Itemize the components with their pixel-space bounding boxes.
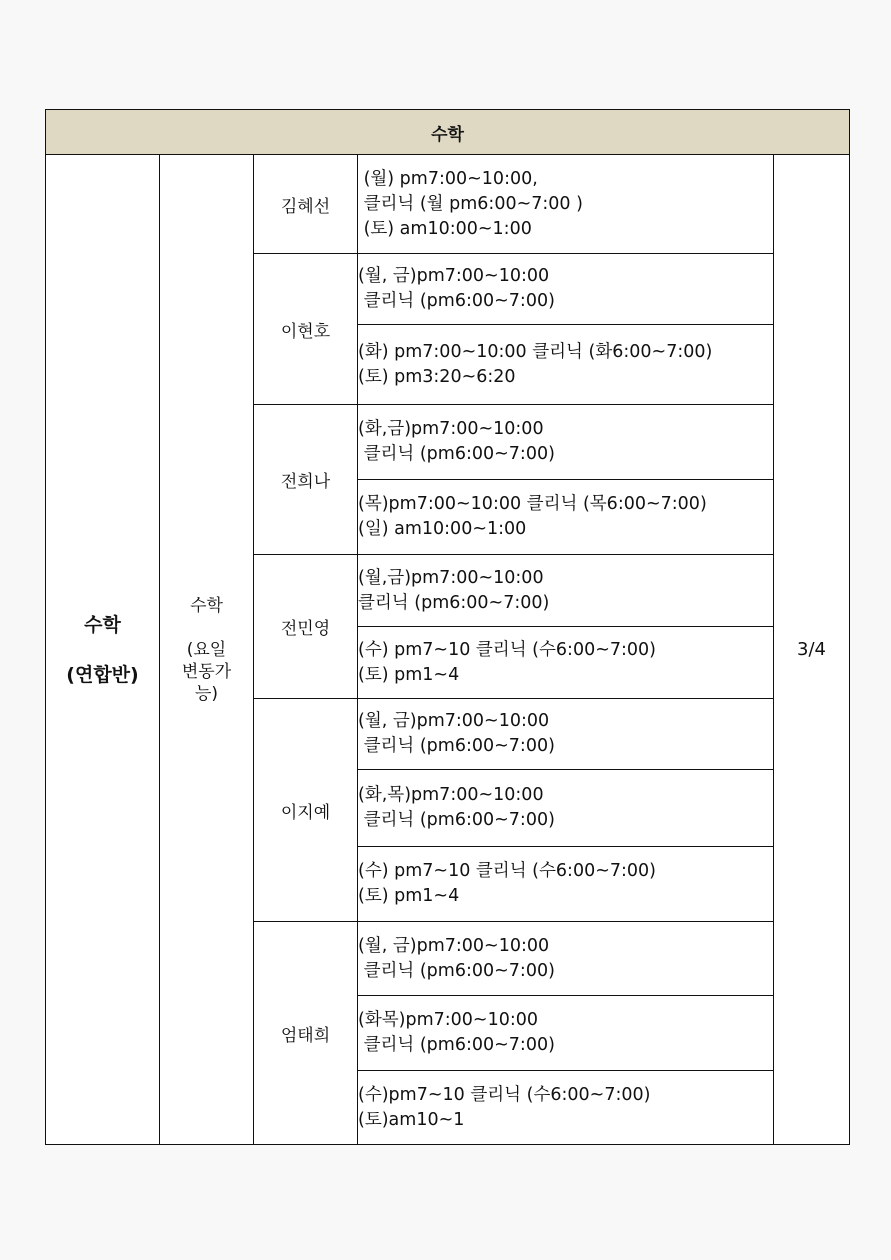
schedule-slot: (화,금)pm7:00~10:00 클리닉 (pm6:00~7:00) bbox=[358, 405, 774, 480]
table-title: 수학 bbox=[46, 110, 850, 155]
schedule-slot: (월, 금)pm7:00~10:00 클리닉 (pm6:00~7:00) bbox=[358, 699, 774, 770]
schedule-slot: (화) pm7:00~10:00 클리닉 (화6:00~7:00) (토) pm3:20~6:20 bbox=[358, 325, 774, 405]
schedule-slot: (월,금)pm7:00~10:00 클리닉 (pm6:00~7:00) bbox=[358, 555, 774, 627]
schedule-slot: (월, 금)pm7:00~10:00 클리닉 (pm6:00~7:00) bbox=[358, 922, 774, 996]
subject-group: (연합반) bbox=[66, 663, 139, 686]
table-row bbox=[46, 155, 850, 254]
schedule-slot: (월) pm7:00~10:00, 클리닉 (월 pm6:00~7:00 ) (토) am10:00~1:00 bbox=[358, 155, 774, 254]
subject-name: 수학 bbox=[84, 613, 121, 636]
subject-cell bbox=[46, 155, 160, 1145]
course-note-line: (요일 bbox=[186, 639, 227, 660]
teacher-name: 전민영 bbox=[254, 555, 358, 699]
course-note-line: 능) bbox=[194, 683, 219, 704]
schedule-slot: (수)pm7~10 클리닉 (수6:00~7:00) (토)am10~1 bbox=[358, 1071, 774, 1145]
teacher-name: 전희나 bbox=[254, 405, 358, 555]
ratio-cell: 3/4 bbox=[774, 155, 850, 1145]
schedule-slot: (수) pm7~10 클리닉 (수6:00~7:00) (토) pm1~4 bbox=[358, 847, 774, 922]
teacher-name: 이지예 bbox=[254, 699, 358, 922]
schedule-slot: (화,목)pm7:00~10:00 클리닉 (pm6:00~7:00) bbox=[358, 770, 774, 847]
title-row bbox=[46, 110, 850, 155]
schedule-slot: (수) pm7~10 클리닉 (수6:00~7:00) (토) pm1~4 bbox=[358, 627, 774, 699]
teacher-name: 엄태희 bbox=[254, 922, 358, 1145]
schedule-table bbox=[45, 109, 850, 1145]
course-note-line: 변동가 bbox=[181, 661, 232, 682]
schedule-slot: (목)pm7:00~10:00 클리닉 (목6:00~7:00) (일) am10:00~1:00 bbox=[358, 480, 774, 555]
teacher-name: 김혜선 bbox=[254, 155, 358, 254]
schedule-slot: (월, 금)pm7:00~10:00 클리닉 (pm6:00~7:00) bbox=[358, 254, 774, 325]
course-name: 수학 bbox=[190, 595, 223, 616]
course-cell bbox=[160, 155, 254, 1145]
teacher-name: 이현호 bbox=[254, 254, 358, 405]
schedule-slot: (화목)pm7:00~10:00 클리닉 (pm6:00~7:00) bbox=[358, 996, 774, 1071]
